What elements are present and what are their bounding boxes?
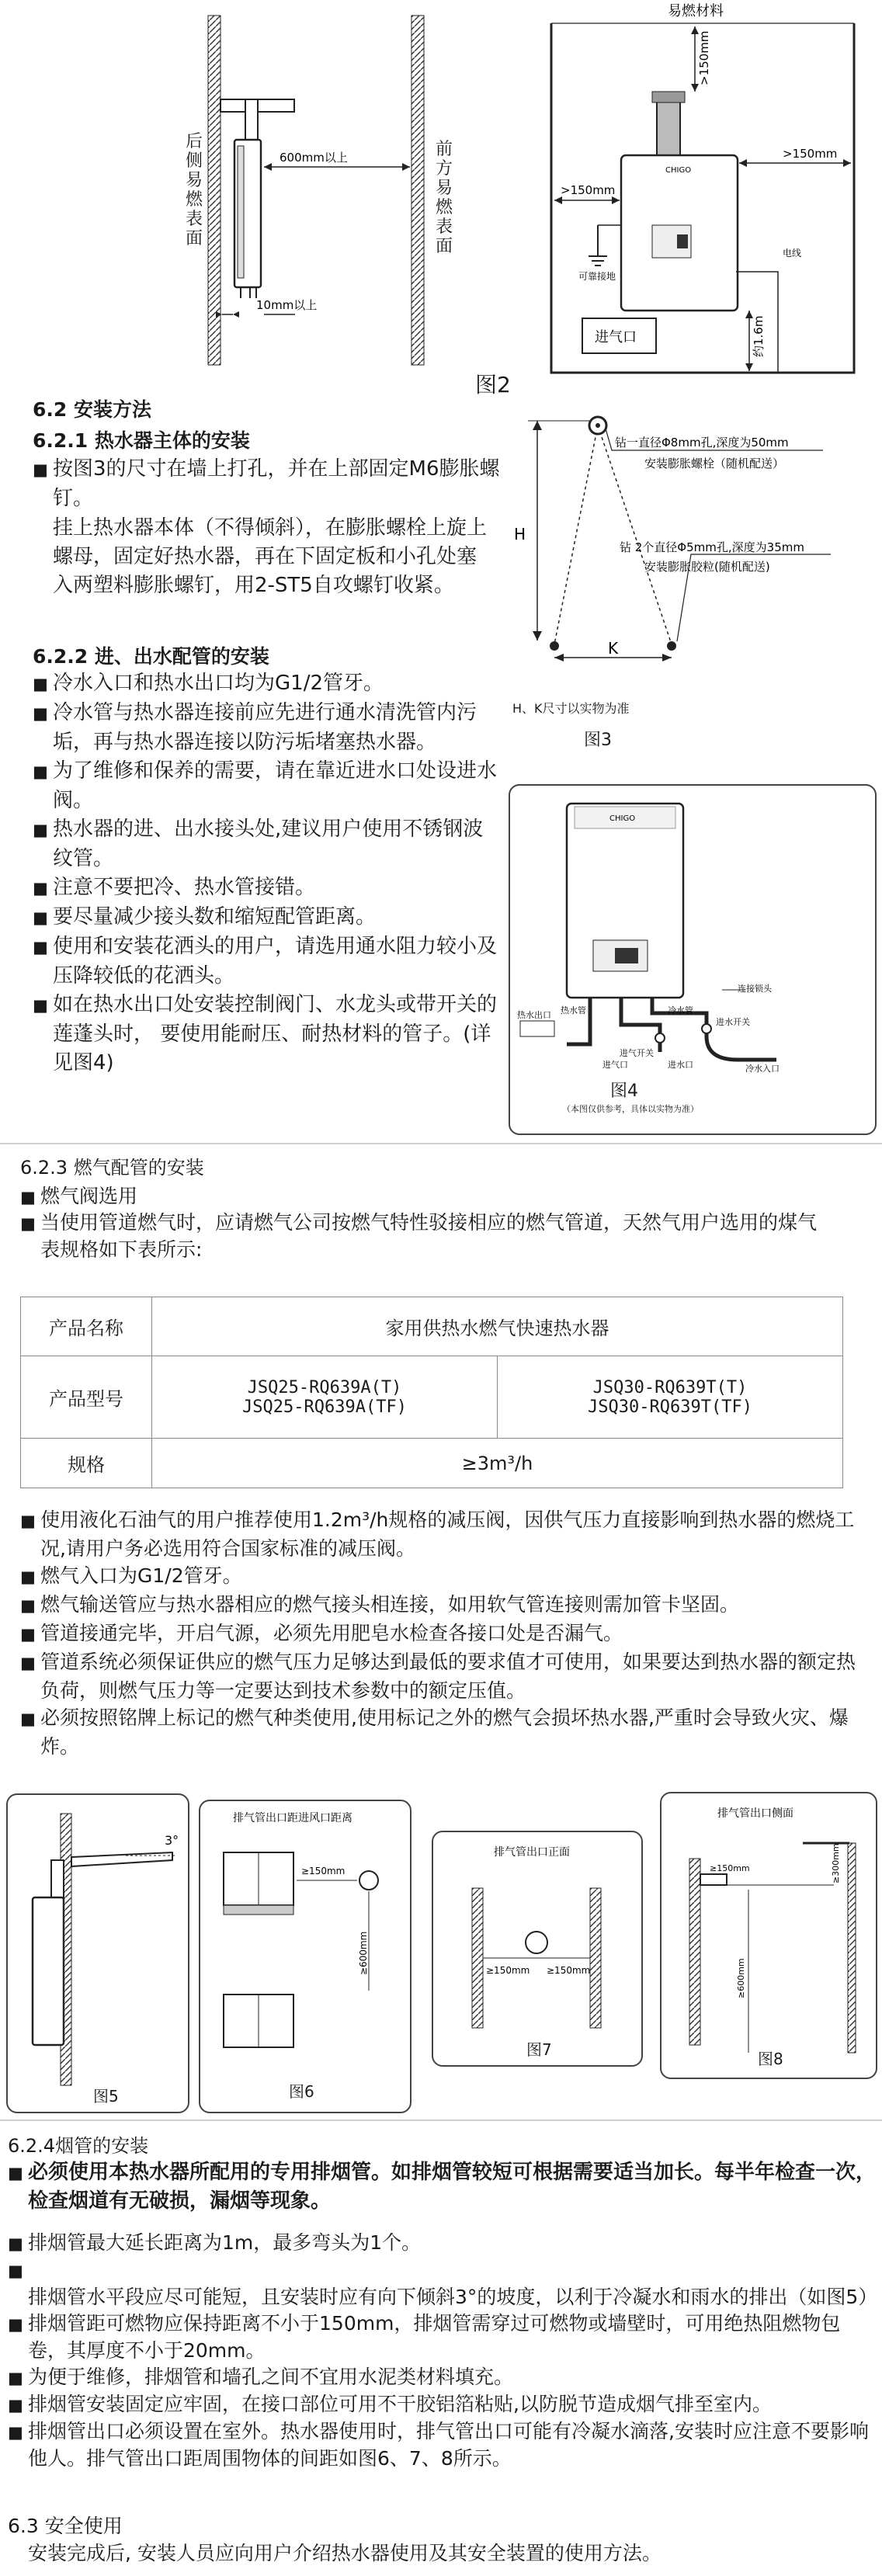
fig3-h: H [514,525,526,543]
list-item: ■ 热水器的进、出水接头处,建议用户使用不锈钢波纹管。 [33,815,498,873]
list-item: ■ 要尽量减少接头数和缩短配管距离。 [33,903,498,932]
fig3-k: K [608,639,619,658]
fig6-d1: ≥150mm [301,1866,346,1876]
figure-6-caption: 图6 [289,2082,314,2101]
figure-2-caption: 图2 [475,372,511,398]
figure-3-caption: 图3 [584,731,612,750]
fig3-note2b: 安装膨胀胶粒(随机配送) [644,560,770,574]
list-item: ■ 排烟管水平段应尽可能短，且安装时应有向下倾斜3°的坡度，以利于冷凝水和雨水的排出（如图5） [8,2257,870,2310]
list-item: ■ 必须按照铭牌上标记的燃气种类使用,使用标记之外的燃气会损坏热水器,严重时会导致火灾、爆炸。 [20,1704,866,1760]
figure-6-diagram [202,1804,405,2107]
figure-7-diagram [435,1834,638,2062]
dist-10-label: 10mm以上 [256,298,318,312]
fig2-right-dim: >150mm [783,147,838,161]
figure-5-diagram [9,1798,185,2109]
clearance-diagram [179,8,474,373]
figure-8-diagram [663,1797,871,2073]
list-item: ■ 使用液化石油气的用户推荐使用1.2m³/h规格的减压阀，因供气压力直接影响到热水器的燃烧工况,请用户务必选用符合国家标准的减压阀。 [20,1506,866,1562]
list-item: ■ 冷水入口和热水出口均为G1/2管牙。 [33,669,498,699]
figure-5-caption: 图5 [93,2087,119,2106]
fig7-title: 排气管出口正面 [494,1846,570,1859]
flue-list [8,2230,878,2472]
figure-3-note: H、K尺寸以实物为准 [512,701,630,716]
fig4-label-1: 连接锁头 [738,984,772,994]
section-6-2-1-paragraph: 挂上热水器本体（不得倾斜），在膨胀螺栓上旋上螺母，固定好热水器，再在下固定板和小孔处塞入两塑料膨胀螺钉，用2-ST5自攻螺钉收紧。 [53,516,488,597]
fig4-label-3: 冷水管 [668,1005,693,1015]
list-item: ■ 冷水管与热水器连接前应先进行通水清洗管内污垢，再与热水器连接以防污垢堵塞热水器。 [33,699,498,757]
figure-8-caption: 图8 [758,2050,783,2068]
fig3-note2a: 钻 2个直径Φ5mm孔,深度为35mm [620,540,804,554]
fig4-label-2: 热水管 [561,1005,586,1015]
section-6-2-1-heading: 6.2.1 热水器主体的安装 [33,429,250,452]
table-cell-models-b [498,1356,843,1439]
fig6-d2: ≥600mm [358,1931,369,1975]
figure-7-caption: 图7 [526,2040,552,2059]
table-label-name: 产品名称 [21,1297,152,1356]
flue-bold-bullet: ■ 必须使用本热水器所配用的专用排烟管。如排烟管较短可根据需要适当加长。每半年检查一次，检查烟道有无破损，漏烟等现象。 [8,2158,882,2215]
table-value-name: 家用供热水燃气快速热水器 [152,1297,843,1356]
fig7-d2: ≥150mm [547,1965,591,1976]
section-6-2-heading: 6.2 安装方法 [33,398,151,421]
list-item: ■ 为了维修和保养的需要，请在靠近进水口处设进水阀。 [33,757,498,815]
fig4-label-9: 冷水入口 [745,1064,780,1074]
fig4-label-4: 进水开关 [716,1017,750,1027]
dist-600-label: 600mm以上 [280,151,348,165]
figure-4-note: （本图仅供参考，具体以实物为准） [562,1104,699,1114]
fig2-top-dim: >150mm [697,30,711,85]
wall-left-label: 后侧易燃表面 [185,132,203,248]
fig2-title: 易燃材料 [668,3,724,19]
model-2: JSQ25-RQ639A(TF) [242,1397,407,1417]
model-3: JSQ30-RQ639T(T) [592,1377,748,1397]
list-item: ■ 为便于维修，排烟管和墙孔之间不宜用水泥类材料填充。 [8,2364,870,2391]
gas-spec-table [20,1297,843,1488]
list-item: ■ 如在热水出口处安装控制阀门、水龙头或带开关的莲蓬头时， 要使用能耐压、耐热材料的管子。(详见图4) [33,991,498,1078]
table-label-model: 产品型号 [21,1356,152,1439]
fig2-cable: 电线 [783,248,802,259]
fig3-note1a: 钻一直径Φ8mm孔,深度为50mm [615,436,789,450]
section-6-2-2-heading: 6.2.2 进、出水配管的安装 [33,645,269,668]
section-6-2-1-bullet: ■ 按图3的尺寸在墙上打孔，并在上部固定M6膨胀螺钉。 [33,455,507,513]
table-value-spec: ≥3m³/h [152,1439,843,1488]
model-4: JSQ30-RQ639T(TF) [588,1397,752,1417]
fig2-left-dim: >150mm [561,183,616,197]
fig6-title: 排气管出口距进风口距离 [233,1812,352,1824]
fig7-d1: ≥150mm [486,1965,530,1976]
fig3-note1b: 安装膨胀螺栓（随机配送） [644,457,785,470]
list-item: ■ 注意不要把冷、热水管接错。 [33,873,498,903]
list-item: ■ 排烟管最大延长距离为1m，最多弯头为1个。 [8,2230,870,2257]
section-6-3-heading: 6.3 安全使用 [8,2515,123,2537]
list-item: ■ 使用和安装花洒头的用户，请选用通水阻力较小及压降较低的花洒头。 [33,932,498,991]
gas-requirements-list [20,1506,866,1760]
fig8-d1: ≥150mm [710,1863,750,1873]
section-6-2-4-heading: 6.2.4烟管的安装 [8,2135,149,2157]
section-divider [0,1143,882,1144]
figure-4-diagram [512,788,870,1130]
fig2-height: 约1.6m [752,315,766,357]
section-6-2-3-heading: 6.2.3 燃气配管的安装 [20,1157,204,1179]
fig4-label-5: 进气开关 [620,1048,654,1058]
gas-pipe-bullet: ■ 当使用管道燃气时，应请燃气公司按燃气特性驳接相应的燃气管道，天然气用户选用的煤气表规格如下表所示: [20,1210,817,1263]
list-item: ■ 排烟管安装固定应牢固，在接口部位可用不干胶铝箔粘贴,以防脱节造成烟气排至室内。 [8,2391,870,2418]
list-item: ■ 管道系统必须保证供应的燃气压力足够达到最低的要求值才可使用，如果要达到热水器的额定热负荷，则燃气压力等一定要达到技术参数中的额定压值。 [20,1648,866,1704]
figure-4-caption: 图4 [610,1081,638,1101]
fig4-label-7: 进气口 [602,1060,628,1070]
fig8-title: 排气管出口侧面 [717,1807,793,1820]
list-item: ■ 排烟管距可燃物应保持距离不小于150mm，排烟管需穿过可燃物或墙壁时，可用绝热阻燃物包卷，其厚度不小于20mm。 [8,2310,870,2364]
fig8-d3: ≥600mm [736,1958,746,1998]
figure-2-diagram [536,0,877,388]
table-cell-models-a [152,1356,498,1439]
fig4-label-8: 进水口 [668,1060,693,1070]
table-label-spec: 规格 [21,1439,152,1488]
fig4-label-6: 热水出口 [517,1010,551,1020]
fig2-ground: 可靠接地 [578,271,616,282]
water-pipe-list [33,669,498,1078]
list-item: ■ 管道接通完毕，开启气源，必须先用肥皂水检查各接口处是否漏气。 [20,1620,866,1648]
figure-3-diagram [497,404,877,668]
list-item: ■ 燃气输送管应与热水器相应的燃气接头相连接，如用软气管连接则需加管卡坚固。 [20,1591,866,1620]
gas-valve-bullet: ■ 燃气阀选用 [20,1183,879,1210]
model-1: JSQ25-RQ639A(T) [247,1377,402,1397]
wall-right-label: 前方易燃表面 [435,140,453,256]
section-divider [0,2119,882,2121]
fig4-brand: CHIGO [609,814,636,823]
fig2-brand: CHIGO [665,166,692,175]
section-6-3-paragraph: 安装完成后, 安装人员应向用户介绍热水器使用及其安全装置的使用方法。 [28,2542,662,2564]
fig5-angle: 3° [165,1833,179,1848]
list-item: ■ 燃气入口为G1/2管牙。 [20,1562,866,1591]
fig8-d2: ≥300mm [831,1843,841,1883]
fig2-inlet: 进气口 [595,329,637,345]
list-item: ■ 排烟管出口必须设置在室外。热水器使用时，排气管出口可能有冷凝水滴落,安装时应注意不要影响他人。排气管出口距周围物体的间距如图6、7、8所示。 [8,2418,870,2472]
